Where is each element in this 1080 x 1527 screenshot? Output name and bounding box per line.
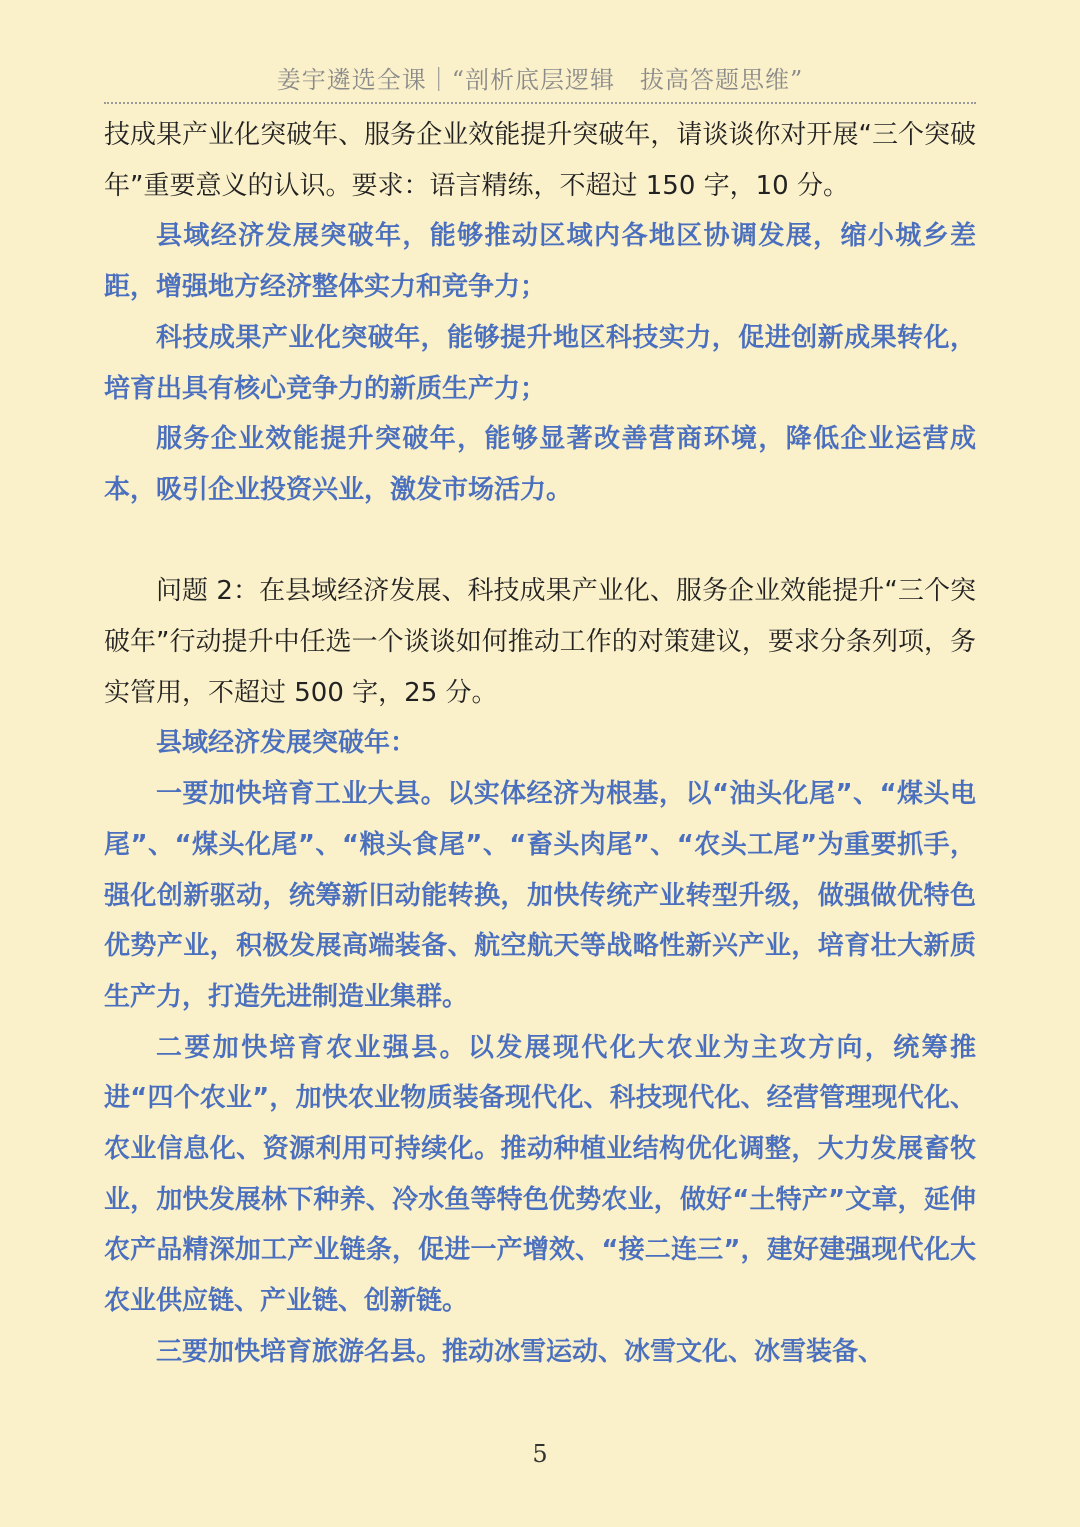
answer-1-point-county: 县域经济发展突破年，能够推动区域内各地区协调发展，缩小城乡差距，增强地方经济整体实力和竞争力；: [104, 221, 976, 303]
answer-2-point-industry: 一要加快培育工业大县。以实体经济为根基，以“油头化尾”、“煤头电尾”、“煤头化尾”、“粮头食尾”、“畜头肉尾”、“农头工尾”为重要抓手，强化创新驱动，统筹新旧动能转换，加快传统产业转型升级，做强做优特色优势产业，积极发展高端装备、航空航天等战略性新兴产业，培育壮大新质生产力，打造先进制造业集群。: [104, 779, 976, 1012]
paragraph-spacer: [104, 516, 976, 567]
answer-1-point-tech: 科技成果产业化突破年，能够提升地区科技实力，促进创新成果转化，培育出具有核心竞争力的新质生产力；: [104, 322, 976, 404]
answer-2-point-agriculture: 二要加快培育农业强县。以发展现代化大农业为主攻方向，统筹推进“四个农业”，加快农业物质装备现代化、科技现代化、经营管理现代化、农业信息化、资源利用可持续化。推动种植业结构优化调整，大力发展畜牧业，加快发展林下种养、冷水鱼等特色优势农业，做好“土特产”文章，延伸农产品精深加工产业链条，促进一产增效、“接二连三”，建好建强现代化大农业供应链、产业链、创新链。: [104, 1032, 976, 1317]
answer-2-point-tourism: 三要加快培育旅游名县。推动冰雪运动、冰雪文化、冰雪装备、: [156, 1336, 885, 1367]
question-1-continuation: 技成果产业化突破年、服务企业效能提升突破年，请谈谈你对开展“三个突破年”重要意义的认识。要求：语言精练，不超过 150 字，10 分。: [104, 120, 976, 201]
page-number: 5: [532, 1440, 548, 1468]
question-2: 问题 2：在县域经济发展、科技成果产业化、服务企业效能提升“三个突破年”行动提升中任选一个谈谈如何推动工作的对策建议，要求分条列项，务实管用，不超过 500 字，25 分。: [104, 576, 976, 708]
page-header: [104, 58, 976, 104]
document-body: [104, 110, 976, 1378]
answer-1-point-service: 服务企业效能提升突破年，能够显著改善营商环境，降低企业运营成本，吸引企业投资兴业，激发市场活力。: [104, 424, 976, 505]
answer-2-heading: 县域经济发展突破年：: [156, 728, 417, 759]
header-text: 姜宇遴选全课｜“剖析底层逻辑 拔高答题思维”: [276, 66, 804, 94]
